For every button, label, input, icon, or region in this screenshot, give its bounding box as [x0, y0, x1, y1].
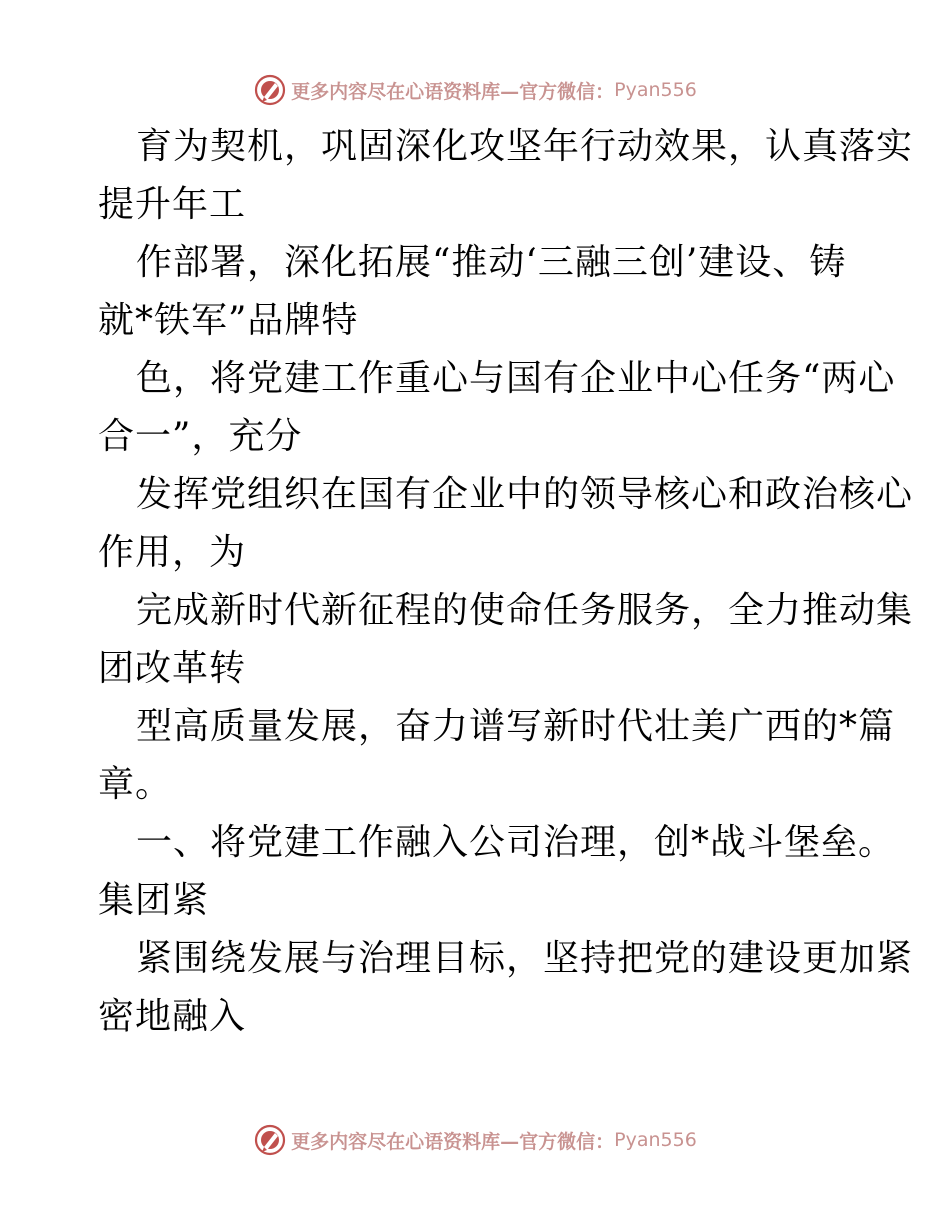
footer-wechat-id: Pyan556 [614, 1129, 697, 1151]
header-banner-text: 更多内容尽在心语资料库—官方微信： [291, 80, 615, 103]
footer-banner [0, 1120, 950, 1160]
footer-banner-text: 更多内容尽在心语资料库—官方微信： [291, 1130, 615, 1153]
header-wechat-id: Pyan556 [614, 79, 697, 101]
paragraph-line: 作用，为 [98, 532, 247, 573]
paragraph-line: 集团紧 [98, 880, 210, 921]
pen-nib-logo-icon [253, 1123, 287, 1157]
paragraph-line: 发挥党组织在国有企业中的领导核心和政治核心 [136, 474, 914, 515]
paragraph-line: 型高质量发展，奋力谱写新时代壮美广西的*篇 [136, 706, 896, 747]
paragraph-line: 作部署，深化拓展“推动‘三融三创’建设、铸 [136, 242, 847, 283]
paragraph-line: 密地融入 [98, 996, 247, 1037]
section-heading-line: 一、将党建工作融入公司治理，创*战斗堡垒。 [136, 822, 896, 863]
pen-nib-logo-icon [253, 73, 287, 107]
paragraph-line: 就*铁军”品牌特 [98, 300, 359, 341]
paragraph-line: 提升年工 [98, 184, 247, 225]
document-body [98, 118, 914, 1046]
paragraph-line: 育为契机，巩固深化攻坚年行动效果，认真落实 [136, 126, 914, 167]
paragraph-line: 紧围绕发展与治理目标，坚持把党的建设更加紧 [136, 938, 914, 979]
paragraph-line: 章。 [98, 764, 173, 805]
paragraph-line: 团改革转 [98, 648, 247, 689]
header-banner [0, 70, 950, 110]
paragraph-line: 合一”，充分 [98, 416, 303, 457]
paragraph-line: 完成新时代新征程的使命任务服务，全力推动集 [136, 590, 914, 631]
paragraph-line: 色，将党建工作重心与国有企业中心任务“两心 [136, 358, 896, 399]
